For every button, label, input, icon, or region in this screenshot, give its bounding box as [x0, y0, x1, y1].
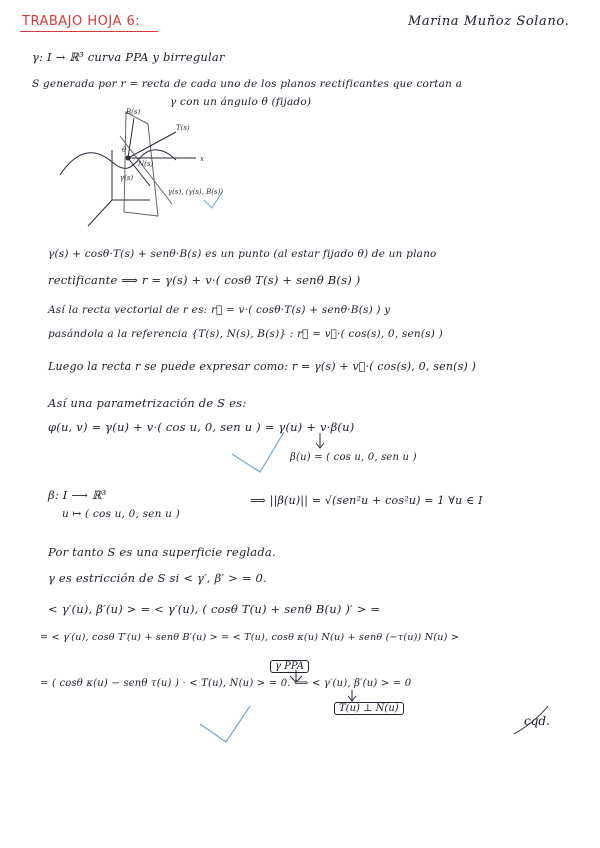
note-ppa-box: γ PPA [270, 660, 309, 673]
line-phi: φ(u, v) = γ(u) + v·( cos u, 0, sen u ) = γ(u) + v·β(u) [48, 420, 355, 434]
label-point: γ(s), (γ(s), B(s)) [168, 188, 224, 196]
line-parametrization: Así una parametrización de S es: [48, 396, 247, 410]
line-calc-3: = ( cosθ κ(u) − senθ τ(u) ) · < T(u), N(u) > = 0. ⟺ < γ′(u), β′(u) > = 0 [40, 678, 412, 689]
line-striction: γ es estricción de S si < γ′, β′ > = 0. [48, 571, 267, 585]
author-name: Marina Muñoz Solano. [408, 14, 570, 29]
line-point: γ(s) + cosθ·T(s) + senθ·B(s) es un punto (al estar fijado θ) de un plano [48, 248, 437, 260]
line-reference: pasándola a la referencia {T(s), N(s), B(s)} : r⃗ = v⃗·( cos(s), 0, sen(s) ) [48, 328, 443, 340]
line-ruled: Por tanto S es una superficie reglada. [48, 545, 276, 559]
sketch-figure [60, 112, 222, 226]
label-n: N(s) [138, 160, 154, 168]
curve-gamma [60, 150, 176, 175]
line-surface-def: S generada por r = recta de cada uno de los planos rectificantes que cortan a [32, 78, 463, 90]
line-angle: γ con un ángulo θ (fijado) [170, 96, 312, 108]
line-expression: Luego la recta r se puede expresar como: r = γ(s) + v⃗·( cos(s), 0, sen(s) ) [48, 360, 477, 373]
line-beta-def: β(u) = ( cos u, 0, sen u ) [290, 452, 417, 463]
label-tr: T(s) [176, 124, 190, 132]
page-title: TRABAJO HOJA 6: [22, 14, 141, 29]
line-beta-map: β: I ⟶ ℝ³ [48, 488, 107, 502]
note-perpendicular-box: T(u) ⊥ N(u) [334, 702, 404, 715]
label-gamma: γ(s) [120, 174, 134, 182]
qed-mark: cqd. [524, 714, 550, 728]
plane-diagonal [120, 136, 172, 204]
pen-marks [290, 433, 548, 734]
line-rectifying: rectificante ⟹ r = γ(s) + v·( cosθ T(s) + senθ B(s) ) [48, 273, 361, 287]
line-curve-def: γ: I → ℝ³ curva PPA y birregular [32, 50, 225, 64]
qed-stroke [514, 706, 548, 734]
checkmark-proof [200, 706, 250, 742]
checkmark-parametrization [232, 432, 284, 472]
line-calc-2: = < γ′(u), cosθ T′(u) + senθ B′(u) > = < T(u), cosθ κ(u) N(u) + senθ (−τ(u)) N(u) > [40, 632, 460, 643]
line-beta-rule: u ↦ ( cos u, 0, sen u ) [62, 508, 180, 520]
binormal-vector [128, 118, 134, 158]
y-axis-line [88, 200, 112, 226]
curve-point [126, 156, 130, 160]
line-calc-1: < γ′(u), β′(u) > = < γ′(u), ( cosθ T(u) + senθ B(u) )′ > = [48, 602, 381, 616]
line-vector: Así la recta vectorial de r es: r⃗ = v·( cosθ·T(s) + senθ·B(s) ) y [48, 304, 391, 316]
label-b: B(s) [126, 108, 141, 116]
line-beta-norm: ⟹ ||β(u)|| = √(sen²u + cos²u) = 1 ∀u ∈ I [250, 494, 483, 507]
label-x: x [200, 155, 204, 163]
review-marks [200, 432, 284, 742]
label-theta: θ [122, 146, 127, 154]
